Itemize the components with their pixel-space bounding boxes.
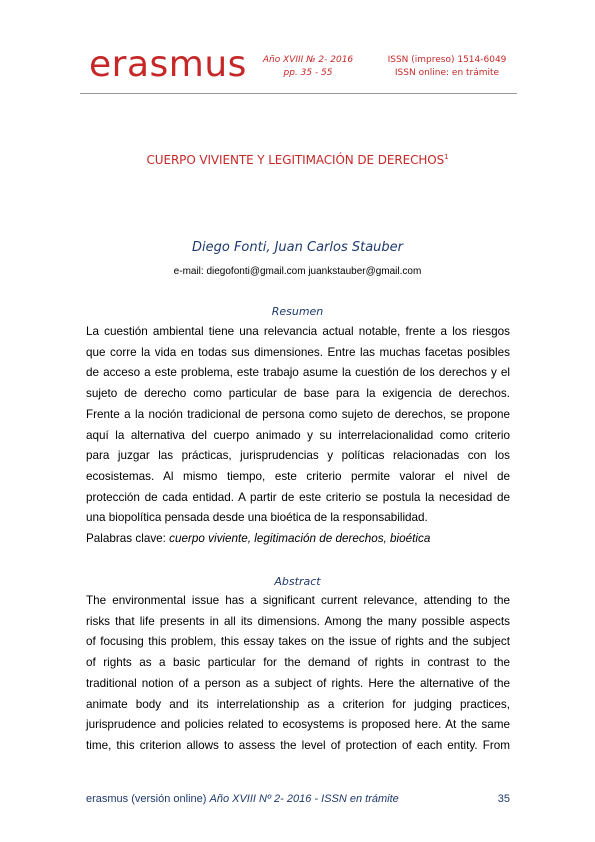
- abstract-body: [86, 591, 510, 757]
- article-title-text: CUERPO VIVIENTE Y LEGITIMACIÓN DE DERECHOS: [146, 153, 445, 167]
- resumen-heading: Resumen: [271, 305, 324, 318]
- resumen-line: de acceso a este problema, este trabajo asume la cuestión de los derechos y el: [86, 366, 510, 380]
- journal-logo: erasmus: [89, 44, 247, 85]
- resumen-line: para juzgar las prácticas, jurisprudencias y políticas relacionadas con los: [86, 449, 510, 463]
- author-emails: e-mail: diegofonti@gmail.com juankstauber@gmail.com: [173, 266, 422, 277]
- resumen-line: La cuestión ambiental tiene una relevancia actual notable, frente a los riesgos: [86, 325, 510, 338]
- abstract-line: animate body and its interrelationship as a criterion for judging practices,: [86, 697, 510, 711]
- resumen-body: [86, 322, 510, 529]
- abstract-line: jurisprudence and policies related to ecosystems is proposed here. At the same: [86, 718, 510, 732]
- footnote-mark: 1: [444, 153, 449, 161]
- abstract-line: traditional notion of a person as a subject of rights. Here the alternative of the: [86, 676, 510, 690]
- resumen-line: que corre la vida en todas sus dimensiones. Entre las muchas facetas posibles: [86, 345, 510, 359]
- abstract-line: risks that life presents in all its dimensions. Among the many possible aspects: [86, 614, 510, 628]
- keywords: [86, 529, 430, 550]
- abstract-line: time, this criterion allows to assess the level of protection of each entity. From: [86, 738, 510, 752]
- volume-info: [248, 54, 368, 80]
- footer-journal: erasmus (versión online): [86, 793, 210, 805]
- abstract-line: The environmental issue has a significant current relevance, attending to the: [86, 594, 510, 607]
- resumen-line: Frente a la noción tradicional de persona como sujeto de derechos, se propone: [86, 407, 510, 421]
- article-authors: Diego Fonti, Juan Carlos Stauber: [191, 240, 404, 255]
- resumen-line: protección de cada entidad. A partir de este criterio se postula la necesidad de: [86, 490, 510, 504]
- page-number: 35: [497, 793, 510, 805]
- issn-info: [372, 54, 522, 80]
- page-footer: [86, 793, 399, 805]
- issn-print: ISSN (impreso) 1514-6049: [387, 55, 507, 65]
- pages-line: pp. 35 - 55: [283, 68, 333, 78]
- abstract-heading: Abstract: [274, 575, 321, 588]
- article-title: [60, 153, 535, 167]
- keywords-list: cuerpo viviente, legitimación de derechos, bioética: [169, 532, 431, 545]
- issn-online: ISSN online: en trámite: [394, 68, 500, 78]
- volume-line: Año XVIII № 2- 2016: [262, 55, 354, 65]
- header-divider: [80, 93, 517, 94]
- resumen-line: sujeto de derecho como particular de base para la exigencia de derechos.: [86, 387, 510, 401]
- footer-issue: Año XVIII Nº 2- 2016 - ISSN en trámite: [209, 793, 399, 805]
- keywords-label: Palabras clave:: [86, 532, 170, 545]
- resumen-line: una biopolítica pensada desde una bioética de la responsabilidad.: [86, 511, 428, 525]
- resumen-line: aquí la alternativa del cuerpo animado y su interrelacionalidad como criterio: [86, 428, 510, 442]
- resumen-line: ecosistemas. Al mismo tiempo, este criterio permite valorar el nivel de: [86, 469, 510, 483]
- abstract-line: of rights as a basic particular for the demand of rights in contrast to the: [86, 656, 510, 670]
- abstract-line: of focusing this problem, this essay takes on the issue of rights and the subject: [86, 635, 510, 649]
